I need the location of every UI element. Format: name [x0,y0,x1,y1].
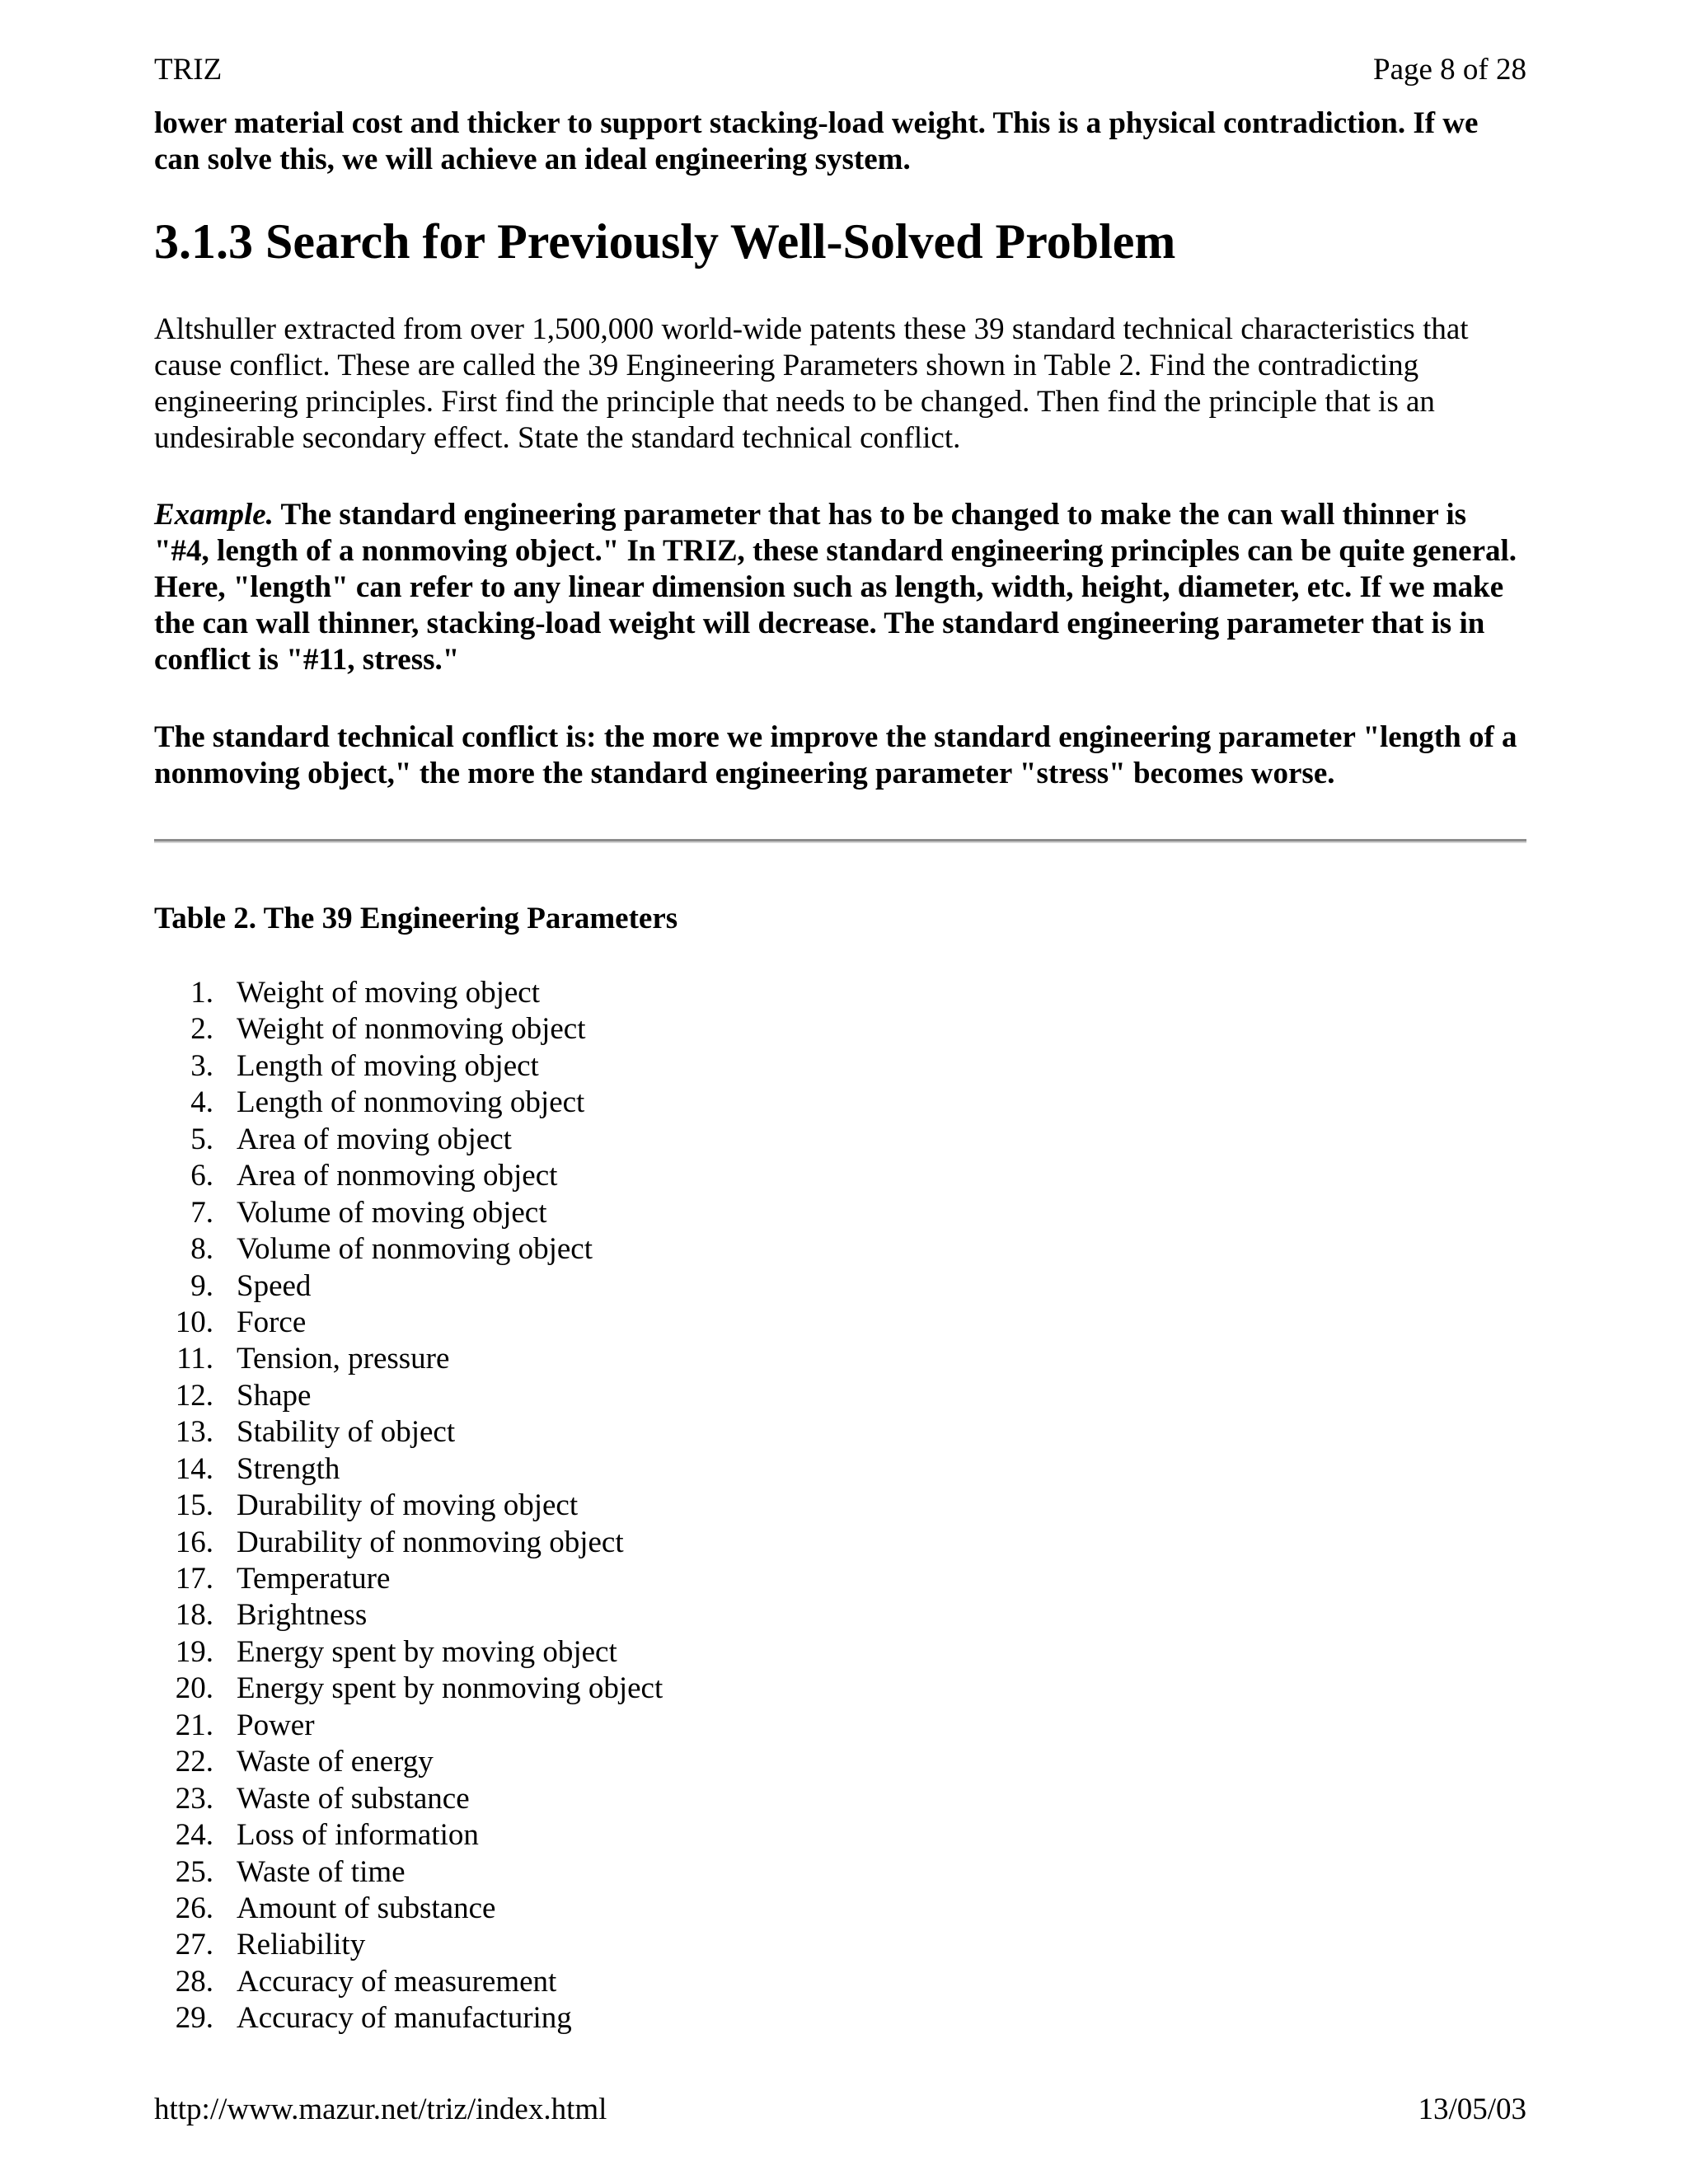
list-item [154,975,540,1011]
footer-date: 13/05/03 [1418,2093,1526,2126]
list-item [154,1414,456,1451]
list-item [154,1451,340,1488]
list-item-number: 18. [175,1598,213,1633]
altshuller-paragraph: Altshuller extracted from over 1,500,000 world-wide patents these 39 standard technical characteristics that cause conflict. These are called the 39 Engineering Parameters shown in Table 2. Find the contradicting engineering principles. First find the principle that needs to be changed. Then find the principle that is an undesirable secondary effect. State the standard technical conflict. [154,312,1469,455]
list-item-label: Accuracy of measurement [237,1964,557,1999]
list-item-label: Power [237,1708,315,1742]
list-item-number: 2. [190,1012,213,1047]
list-item-number: 10. [175,1305,213,1339]
list-item-number: 5. [190,1122,213,1156]
list-item-label: Durability of moving object [237,1488,579,1523]
continuation-paragraph: lower material cost and thicker to support stacking-load weight. This is a physical contradiction. If we can solve this, we will achieve an ideal engineering system. [154,106,1479,176]
list-item-number: 17. [175,1562,213,1596]
page-number: Page 8 of 28 [1373,53,1526,87]
list-item [154,1597,368,1633]
list-item-number: 13. [175,1415,213,1450]
list-item-label: Loss of information [237,1818,479,1853]
list-item-number: 1. [190,976,213,1010]
list-item [154,1195,547,1231]
list-item-number: 7. [190,1195,213,1230]
conflict-block [154,719,1526,792]
list-item-number: 4. [190,1085,213,1120]
list-item-label: Durability of nonmoving object [237,1525,624,1559]
parameters-list [154,975,663,2037]
horizontal-rule [154,839,1526,843]
list-item-number: 21. [175,1708,213,1742]
page-footer [154,2091,1526,2129]
list-item [154,1048,539,1085]
list-item-number: 22. [175,1745,213,1779]
list-item-label: Speed [237,1268,312,1303]
list-item [154,1122,512,1158]
list-item [154,1891,496,1927]
list-item-label: Length of nonmoving object [237,1085,585,1120]
list-item-label: Temperature [237,1562,391,1596]
list-item-label: Reliability [237,1928,366,1962]
list-item-label: Accuracy of manufacturing [237,2001,572,2036]
list-item-number: 23. [175,1781,213,1816]
list-item-number: 27. [175,1928,213,1962]
list-item-label: Strength [237,1451,340,1486]
example-label: Example. [154,498,274,532]
list-item-label: Waste of substance [237,1781,470,1816]
continuation-block [154,105,1526,178]
conflict-paragraph: The standard technical conflict is: the more we improve the standard engineering parameter "length of a nonmoving object," the more the standard engineering parameter "stress" becomes worse. [154,720,1517,790]
section-heading: 3.1.3 Search for Previously Well-Solved Problem [154,214,1176,269]
list-item-label: Weight of nonmoving object [237,1012,586,1047]
table-caption: Table 2. The 39 Engineering Parameters [154,902,678,935]
list-item-label: Energy spent by nonmoving object [237,1671,663,1706]
list-item-label: Volume of nonmoving object [237,1232,593,1267]
list-item-label: Energy spent by moving object [237,1634,617,1669]
example-text: The standard engineering parameter that has to be changed to make the can wall thinner is "#4, length of a nonmoving object." In TRIZ, these standard engineering principles can be quite general. Here, "length" can refer to any linear dimension such as length, width, height, diameter, etc. If we make the can wall thinner, stacking-load weight will decrease. The standard engineering parameter that is in conflict is "#11, stress." [154,498,1517,677]
list-item [154,1854,406,1891]
list-item-number: 29. [175,2001,213,2036]
list-item-label: Waste of energy [237,1745,434,1779]
list-item [154,1561,391,1597]
list-item-number: 6. [190,1159,213,1193]
list-item [154,1341,450,1377]
list-item-number: 24. [175,1818,213,1853]
list-item-number: 20. [175,1671,213,1706]
list-item [154,1085,585,1121]
list-item-number: 25. [175,1854,213,1889]
list-item-number: 3. [190,1048,213,1083]
list-item-label: Waste of time [237,1854,406,1889]
list-item-number: 26. [175,1891,213,1925]
list-item [154,2000,572,2036]
list-item-label: Force [237,1305,307,1339]
list-item [154,1744,434,1780]
list-item-number: 11. [176,1342,213,1376]
page-header [154,51,1526,89]
list-item-label: Volume of moving object [237,1195,547,1230]
list-item-number: 28. [175,1964,213,1999]
list-item-label: Area of nonmoving object [237,1159,558,1193]
list-item [154,1378,312,1414]
list-item-number: 19. [175,1634,213,1669]
list-item [154,1927,366,1963]
header-title: TRIZ [154,53,223,87]
list-item [154,1781,470,1817]
list-item [154,1231,593,1268]
altshuller-block [154,312,1526,457]
example-paragraph [154,497,1526,678]
list-item-number: 12. [175,1378,213,1413]
list-item [154,1305,307,1341]
list-item [154,1011,586,1047]
list-item-number: 15. [175,1488,213,1523]
list-item-number: 9. [190,1268,213,1303]
list-item-label: Length of moving object [237,1048,539,1083]
list-item-label: Stability of object [237,1415,456,1450]
list-item [154,1634,617,1671]
list-item-number: 14. [175,1451,213,1486]
footer-url[interactable]: http://www.mazur.net/triz/index.html [154,2093,607,2126]
list-item-label: Brightness [237,1598,368,1633]
list-item [154,1671,663,1707]
list-item [154,1268,312,1305]
list-item [154,1158,558,1194]
list-item [154,1708,315,1744]
list-item-label: Amount of substance [237,1891,496,1925]
list-item-label: Weight of moving object [237,976,540,1010]
list-item [154,1817,479,1854]
list-item [154,1488,579,1524]
list-item [154,1964,557,2000]
example-block [154,497,1526,678]
list-item-number: 16. [175,1525,213,1559]
list-item-number: 8. [190,1232,213,1267]
list-item-label: Shape [237,1378,312,1413]
list-item-label: Tension, pressure [237,1342,450,1376]
list-item-label: Area of moving object [237,1122,512,1156]
list-item [154,1525,624,1561]
